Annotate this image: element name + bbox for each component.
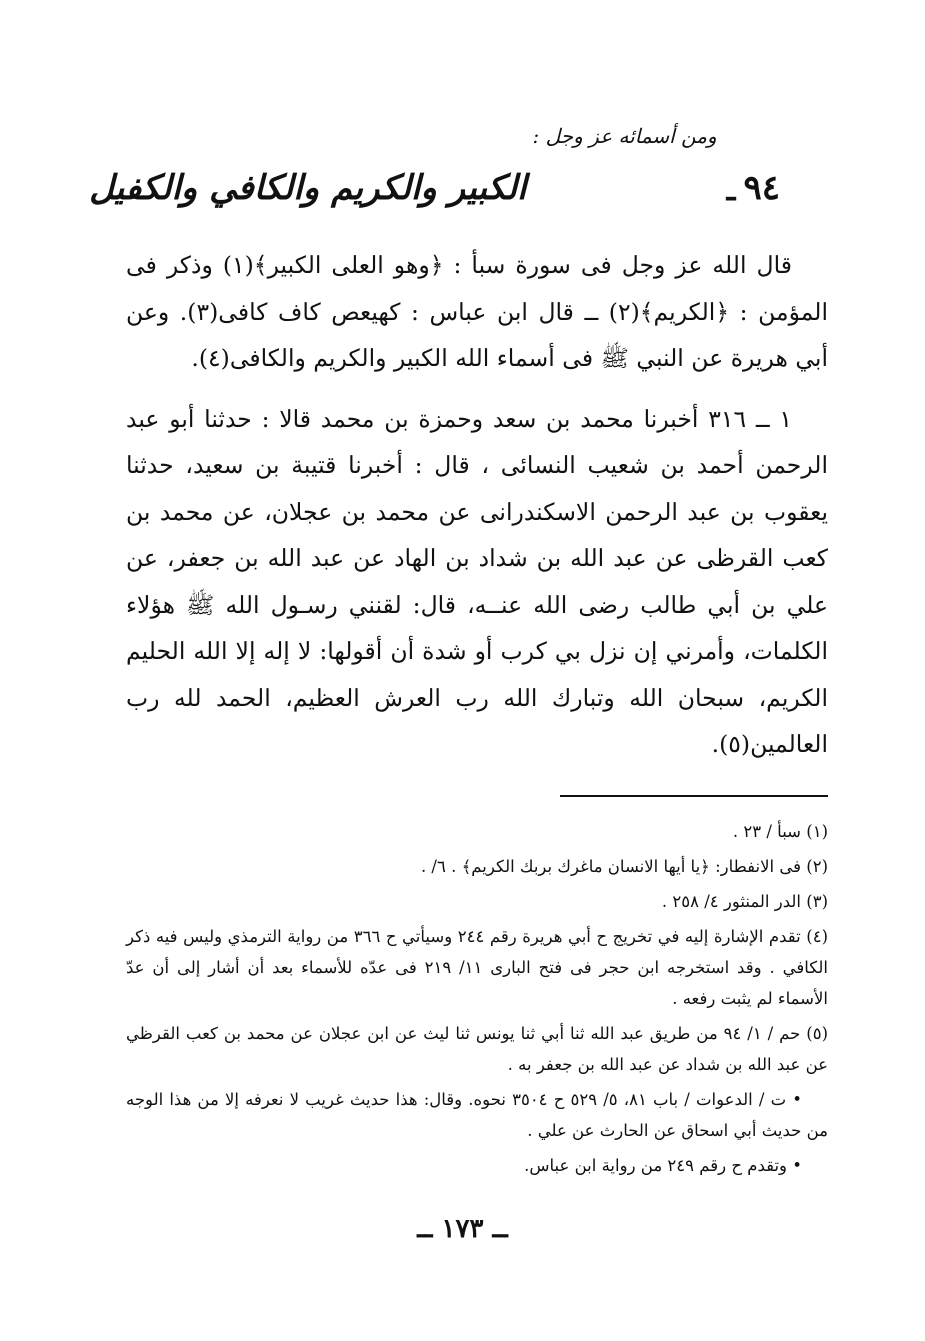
footnote-5-continued-a: • ت / الدعوات / باب ٨١، ٥/ ٥٢٩ ح ٣٥٠٤ نحوه. وقال: هذا حديث غريب لا نعرفه إلا من هذا الوجه من حديث أبي اسحاق عن الحارث عن علي .	[126, 1090, 828, 1140]
footnote-3: (٣) الدر المنثور ٤/ ٢٥٨ .	[661, 892, 828, 911]
heading-dash: ـ	[726, 173, 736, 208]
section-number: ٩٤	[743, 168, 780, 208]
hadith-paragraph: ١ ــ ٣١٦ أخبرنا محمد بن سعد وحمزة بن محمد قالا : حدثنا أبو عبد الرحمن أحمد بن شعيب النسائى ، قال : أخبرنا قتيبة بن سعيد، حدثنا يعقوب بن عبد الرحمن الاسكندرانى عن محمد بن عجلان، عن محمد بن كعب القرظى عن عبد الله بن شداد بن الهاد عن عبد الله بن جعفر، عن علي بن أبي طالب رضى الله عنــه، قال: لقنني رسـول الله ﷺ هؤلاء الكلمات، وأمرني إن نزل بي كرب أو شدة أن أقولها: لا إله إلا الله الحليم الكريم، سبحان الله وتبارك الله رب العرش العظيم، الحمد لله رب العالمين(٥).	[126, 404, 828, 758]
footnote-5-continued-b: • وتقدم ح رقم ٢٤٩ من رواية ابن عباس.	[524, 1156, 802, 1175]
footnote-divider	[560, 795, 828, 797]
footnote-4: (٤) تقدم الإشارة إليه في تخريج ح أبي هريرة رقم ٢٤٤ وسيأتي ح ٣٦٦ من رواية الترمذي وليس فيه ذكر الكافي . وقد استخرجه ابن حجر فى فتح البارى ١١/ ٢١٩ فى عدّه للأسماء بعد أن أشار إلى أن عدّ الأسماء لم يثبت رفعه .	[126, 927, 828, 1008]
footnotes	[126, 816, 828, 1185]
page-number: ــ ١٧٣ ــ	[417, 1214, 508, 1244]
footnote-1: (١) سبأ / ٢٣ .	[732, 822, 828, 841]
intro-paragraph: قال الله عز وجل فى سورة سبأ : ﴿وهو العلى الكبير﴾(١) وذكر فى المؤمن : ﴿الكريم﴾(٢) ــ قال ابن عباس : كهيعص كاف كافى(٣). وعن أبي هريرة عن النبي ﷺ فى أسماء الله الكبير والكريم والكافى(٤).	[126, 251, 828, 372]
heading-title: الكبير والكريم والكافي والكفيل	[89, 168, 527, 208]
footnote-2: (٢) فى الانفطار: ﴿يا أيها الانسان ماغرك بربك الكريم﴾ . ٦/ .	[420, 857, 828, 876]
main-text	[126, 242, 828, 768]
section-heading	[89, 118, 780, 208]
footnote-5: (٥) حم / ١/ ٩٤ من طريق عبد الله ثنا أبي ثنا يونس ثنا ليث عن ابن عجلان عن محمد بن كعب القرظي عن عبد الله بن شداد عن عبد الله بن جعفر به .	[126, 1024, 828, 1074]
heading-prefix: ومن أسمائه عز وجل :	[532, 124, 717, 148]
